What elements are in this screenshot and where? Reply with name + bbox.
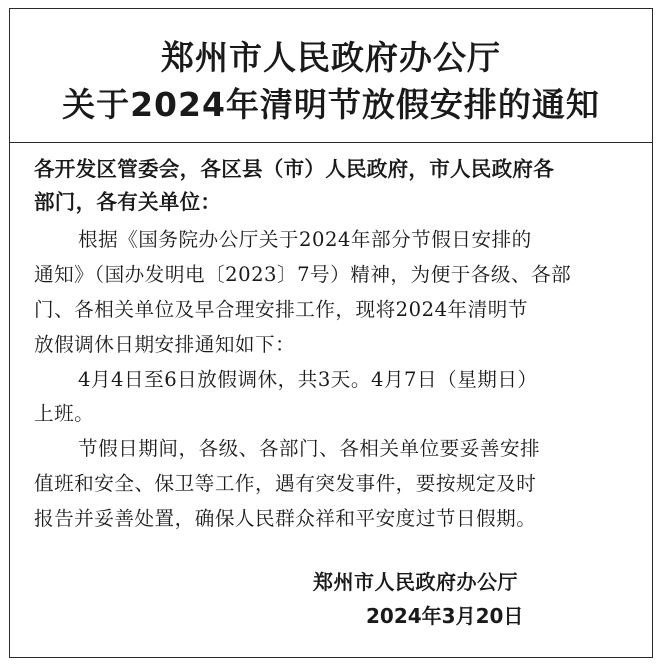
signature-org: 郑州市人民政府办公厅: [313, 570, 518, 594]
addressee-line-2: 部门，各有关单位：: [34, 190, 222, 214]
paragraph-1-line-1: 根据《国务院办公厅关于2024年部分节假日安排的: [78, 228, 532, 251]
paragraph-3-line-2: 值班和安全、保卫等工作，遇有突发事件，要按规定及时: [34, 472, 537, 495]
paragraph-2-line-1: 4月4日至6日放假调休，共3天。4月7日（星期日）: [78, 368, 538, 391]
paragraph-1-line-2: 通知》（国办发明电〔2023〕7号）精神，为便于各级、各部: [34, 263, 572, 286]
paragraph-1-line-3: 门、各相关单位及早合理安排工作，现将2024年清明节: [34, 298, 528, 321]
paragraph-3-line-1: 节假日期间，各级、各部门、各相关单位要妥善安排: [78, 437, 541, 460]
title-box: [10, 9, 652, 143]
addressee-line-1: 各开发区管委会，各区县（市）人民政府，市人民政府各: [34, 157, 554, 181]
paragraph-2-line-2: 上班。: [34, 402, 95, 425]
paragraph-1-line-4: 放假调休日期安排通知如下：: [34, 333, 296, 356]
title-line-2: 关于2024年清明节放假安排的通知: [62, 85, 600, 124]
title-line-1: 郑州市人民政府办公厅: [161, 38, 501, 77]
paragraph-3-line-3: 报告并妥善处置，确保人民群众祥和平安度过节日假期。: [34, 507, 537, 530]
signature-date: 2024年3月20日: [366, 604, 524, 628]
